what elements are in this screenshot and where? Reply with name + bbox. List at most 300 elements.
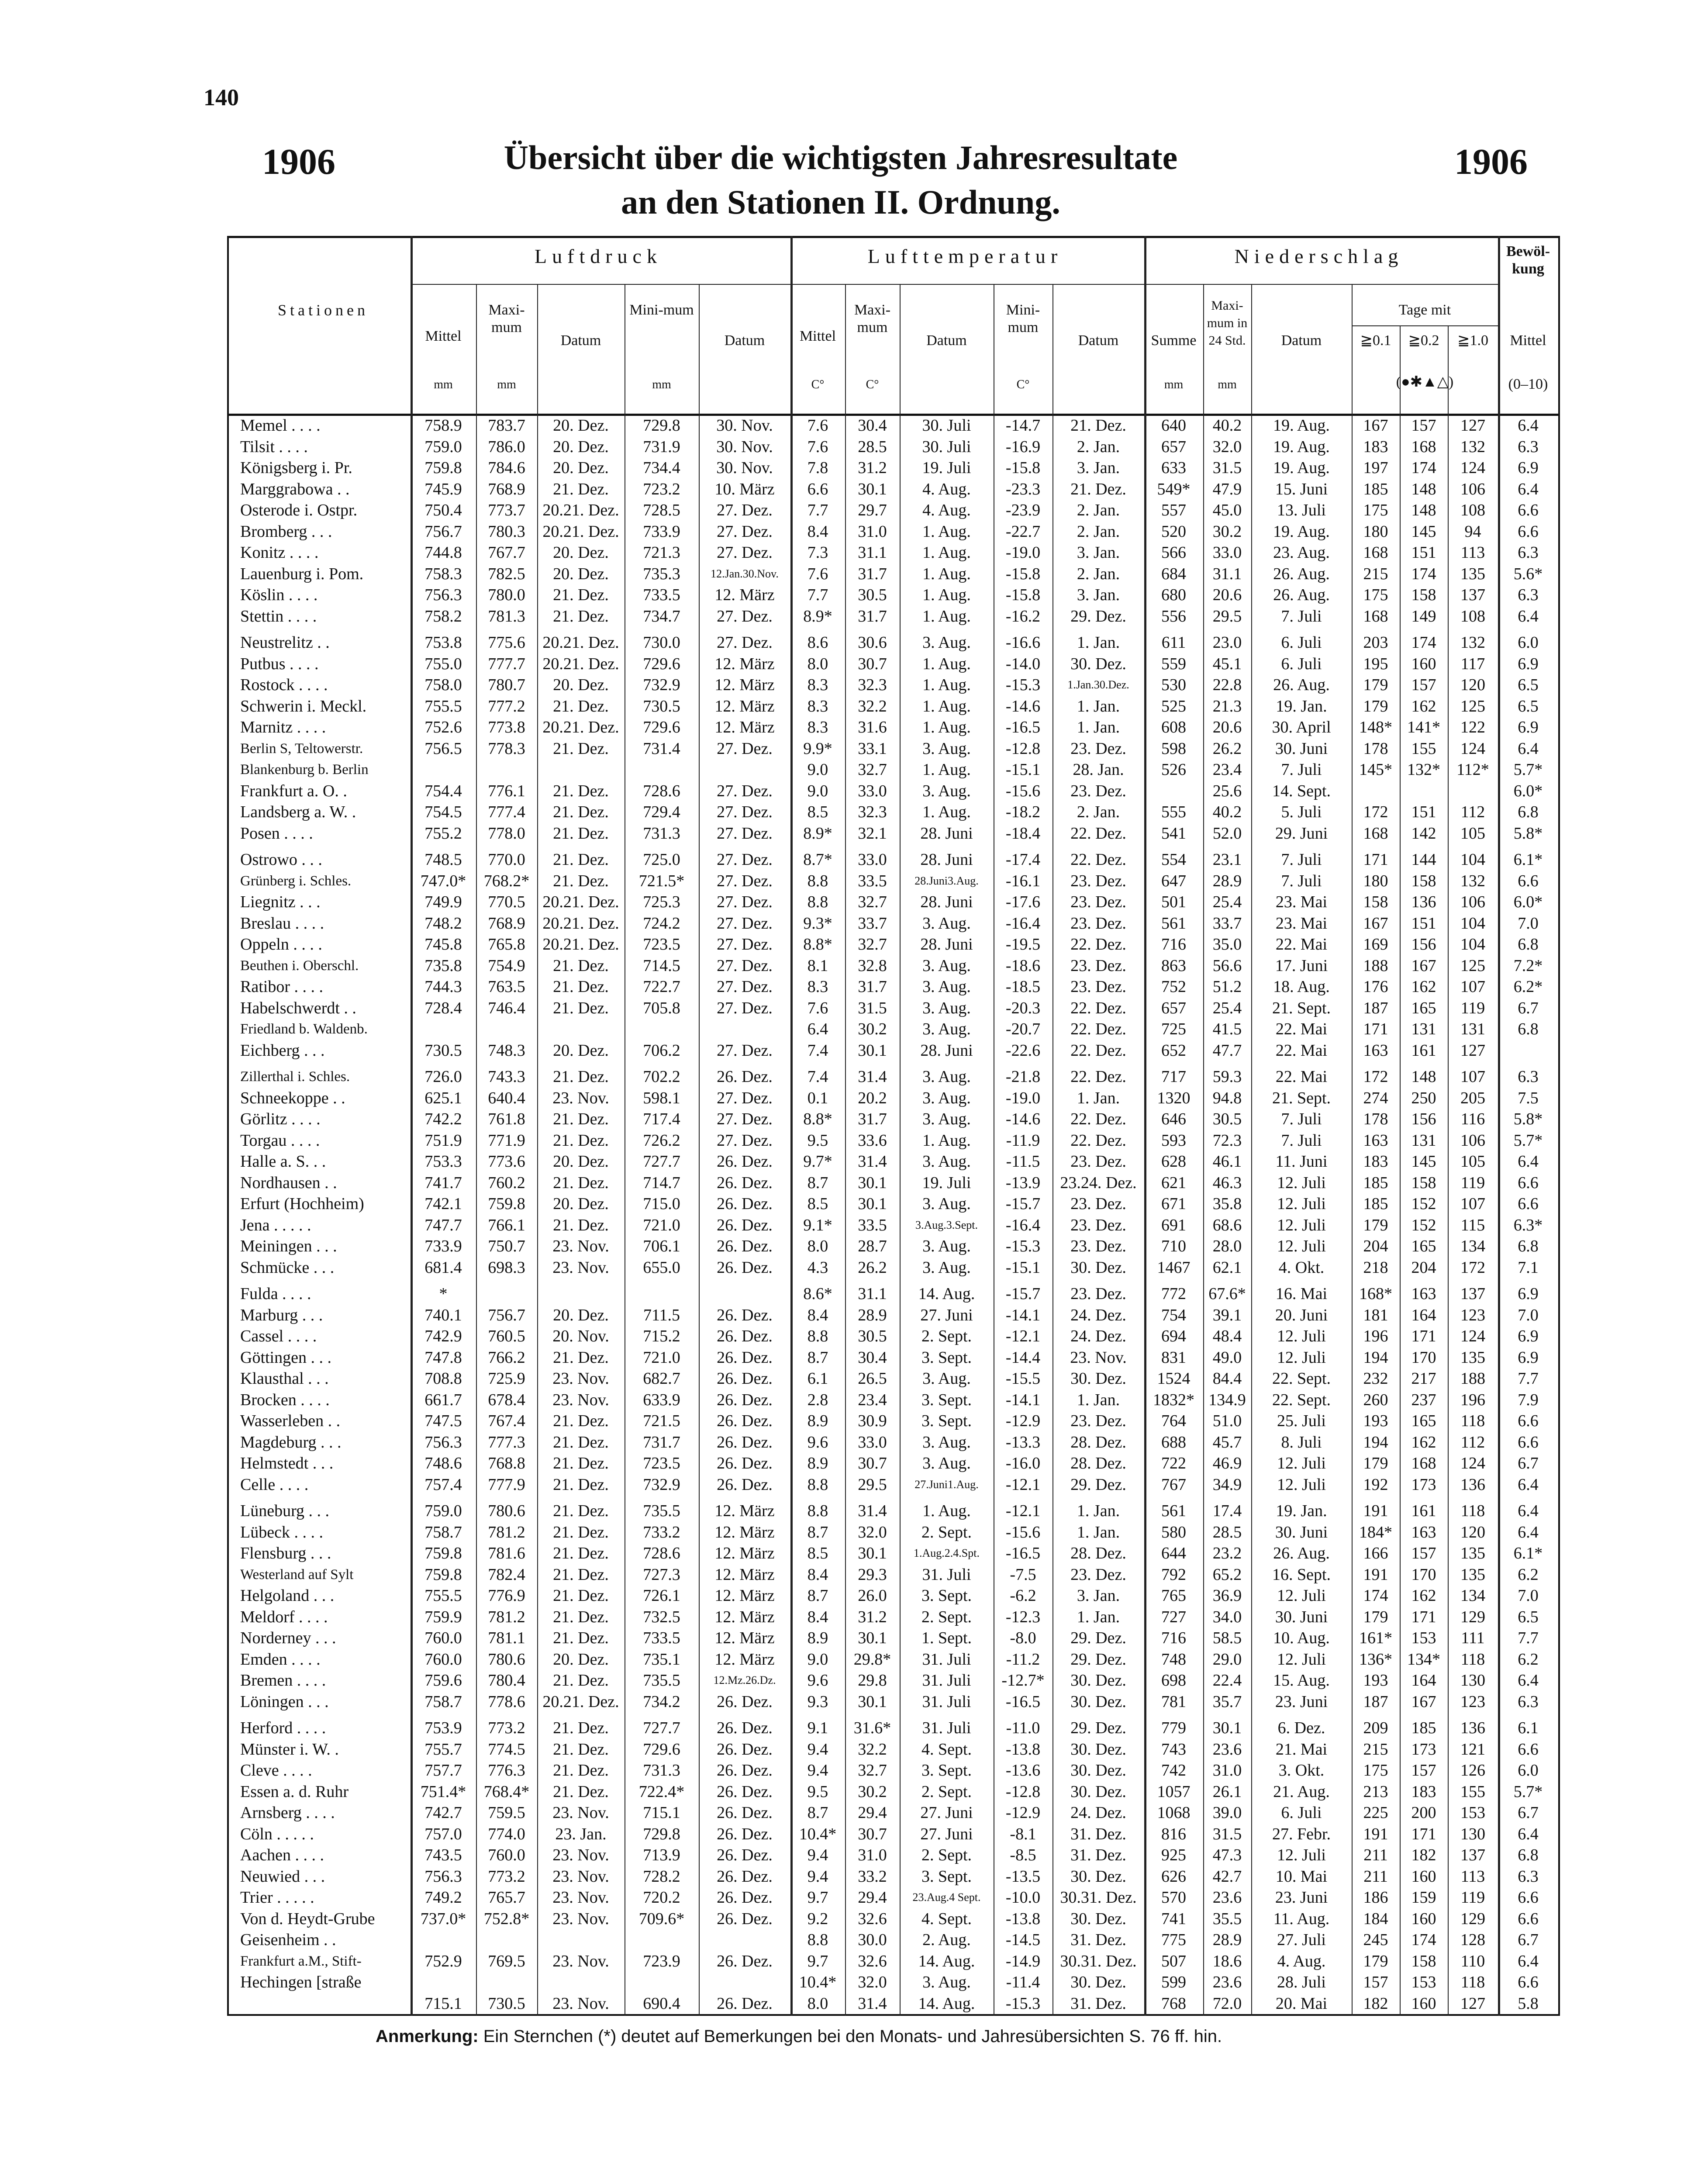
cell-n-tage-01: 187 [1363,999,1388,1017]
cell-t-max: 33.2 [858,1867,887,1886]
cell-t-min-datum: 21. Dez. [1070,416,1126,435]
header-n-datum: Datum [1281,332,1322,349]
header-bew-mittel: Mittel [1510,332,1546,349]
cell-n-summe: 1320 [1157,1089,1191,1107]
cell-n-max24: 45.0 [1212,501,1242,519]
cell-t-mittel: 9.2 [807,1909,828,1928]
cell-t-max: 32.2 [858,1740,887,1759]
cell-ld-max: 768.4* [483,1782,530,1801]
cell-n-max24: 47.3 [1212,1846,1242,1864]
cell-n-datum: 21. Mai [1275,1740,1328,1759]
cell-t-min: -22.7 [1005,522,1041,541]
cell-n-tage-01: 166 [1363,1544,1388,1562]
cell-n-max24: 17.4 [1212,1502,1242,1520]
cell-n-summe: 722 [1161,1454,1186,1472]
cell-station: Emden . . . . [240,1650,321,1669]
cell-n-summe: 716 [1161,1629,1186,1647]
table-row [227,1670,1560,1691]
cell-ld-min: 705.8 [643,999,680,1017]
cell-ld-max-datum: 23. Nov. [552,1909,609,1928]
cell-n-datum: 12. Juli [1277,1348,1326,1367]
cell-t-max-datum: 3. Aug. [922,1237,971,1255]
cell-ld-max: 781.2 [488,1523,525,1541]
cell-t-min: -12.9 [1005,1804,1041,1822]
cell-bew-mittel: 6.0 [1518,633,1539,652]
cell-n-max24: 134.9 [1208,1390,1246,1409]
cell-t-min: -12.1 [1005,1502,1041,1520]
cell-t-max-datum: 3. Aug. [922,999,971,1017]
cell-bew-mittel: 5.7* [1513,1131,1543,1150]
cell-ld-mittel: 752.6 [424,718,462,736]
cell-n-max24: 65.2 [1212,1565,1242,1584]
header-t-min: Mini-mum [1006,302,1040,335]
cell-station: Meiningen . . . [240,1237,337,1255]
cell-bew-mittel: 6.3* [1513,1216,1543,1234]
cell-ld-min-datum: 26. Dez. [717,1306,773,1324]
table-row [227,1151,1560,1172]
table-row [227,1305,1560,1326]
cell-ld-max: 760.0 [488,1846,525,1864]
cell-n-summe: 725 [1161,1020,1186,1038]
cell-t-min: -8.5 [1010,1846,1036,1864]
cell-ld-max: 769.5 [488,1952,525,1970]
cell-n-max24: 22.4 [1212,1671,1242,1690]
cell-station: Herford . . . . [240,1719,326,1737]
cell-ld-min: 720.2 [643,1888,680,1907]
cell-ld-max: 780.3 [488,522,525,541]
cell-n-tage-10: 127 [1460,416,1485,435]
cell-t-max-datum: 30. Juli [922,437,971,456]
cell-n-tage-01: 175 [1363,501,1388,519]
cell-n-tage-02: 159 [1411,1888,1436,1907]
cell-bew-mittel: 6.4 [1518,480,1539,498]
cell-bew-mittel: 6.3 [1518,437,1539,456]
table-row [227,955,1560,977]
cell-n-tage-01: 179 [1363,697,1388,715]
cell-n-tage-10: 112 [1460,1433,1485,1451]
cell-n-tage-01: 213 [1363,1782,1388,1801]
cell-t-min-datum: 22. Dez. [1070,999,1126,1017]
cell-bew-mittel: 6.2* [1513,978,1543,996]
cell-n-tage-10: 106 [1460,1131,1485,1150]
cell-t-min-datum: 22. Dez. [1070,1068,1126,1086]
cell-ld-mittel: 749.9 [424,893,462,911]
cell-t-max: 32.3 [858,676,887,694]
cell-ld-max: 756.7 [488,1306,525,1324]
cell-n-tage-01: 195 [1363,654,1388,673]
cell-n-tage-01: 211 [1363,1846,1388,1864]
cell-n-max24: 18.6 [1212,1952,1242,1970]
cell-bew-mittel: 6.3 [1518,1068,1539,1086]
cell-t-min-datum: 30. Dez. [1070,1782,1126,1801]
table-row [227,871,1560,892]
cell-ld-min: 721.0 [643,1348,680,1367]
cell-t-max: 29.8* [853,1650,891,1669]
cell-station: Breslau . . . . [240,914,324,933]
cell-bew-mittel: 6.8 [1518,803,1539,821]
cell-n-max24: 20.6 [1212,718,1242,736]
cell-n-tage-10: 132 [1460,871,1485,890]
cell-n-summe: 644 [1161,1544,1186,1562]
cell-n-summe: 691 [1161,1216,1186,1234]
cell-ld-min-datum: 12. März [714,586,775,604]
cell-n-tage-10: 132 [1460,437,1485,456]
cell-ld-min: 731.3 [643,1761,680,1780]
cell-station: Blankenburg b. Berlin [240,762,369,778]
cell-t-min: -19.5 [1005,935,1041,954]
cell-ld-min-datum: 30. Nov. [716,459,773,477]
cell-ld-min-datum: 26. Dez. [717,1846,773,1864]
cell-n-max24: 23.6 [1212,1740,1242,1759]
cell-t-min: -14.1 [1005,1306,1041,1324]
cell-t-mittel: 8.1 [807,956,828,975]
cell-n-datum: 19. Jan. [1276,697,1327,715]
cell-ld-min-datum: 12. März [714,654,775,673]
cell-t-mittel: 8.8 [807,893,828,911]
cell-station: Oppeln . . . . [240,935,322,954]
cell-n-max24: 45.1 [1212,654,1242,673]
cell-n-tage-10: 123 [1460,1306,1485,1324]
cell-t-max-datum: 3. Aug. [922,1454,971,1472]
cell-ld-max: 777.7 [488,654,525,673]
cell-ld-max-datum: 21. Dez. [553,1782,609,1801]
cell-ld-max-datum: 21. Dez. [553,1607,609,1626]
cell-t-min: -12.1 [1005,1327,1041,1345]
table-row [227,1543,1560,1564]
cell-ld-min: 721.5 [643,1412,680,1430]
cell-t-max: 28.5 [858,437,887,456]
cell-n-max24: 47.9 [1212,480,1242,498]
cell-t-max-datum: 4. Aug. [922,501,971,519]
cell-ld-max: 760.5 [488,1327,525,1345]
cell-n-datum: 22. Mai [1275,935,1328,954]
cell-t-mittel: 7.6 [807,416,828,435]
cell-t-min-datum: 23. Dez. [1070,1152,1126,1171]
cell-ld-min-datum: 26. Dez. [717,1740,773,1759]
cell-n-max24: 84.4 [1212,1369,1242,1388]
header-luftdruck: Luftdruck [535,245,662,267]
table-row [227,415,1560,436]
cell-ld-max: 783.7 [488,416,525,435]
cell-n-tage-10: 104 [1460,935,1485,954]
cell-ld-max-datum: 21. Dez. [553,978,609,996]
cell-ld-mittel: 758.2 [424,607,462,625]
cell-n-tage-10: 111 [1461,1629,1485,1647]
cell-t-mittel: 8.0 [807,654,828,673]
cell-t-mittel: 8.3 [807,718,828,736]
cell-n-tage-10: 127 [1460,1994,1485,2013]
cell-n-max24: 31.5 [1212,459,1242,477]
cell-t-mittel: 9.1 [807,1719,828,1737]
cell-t-max-datum: 28. Juni [920,935,973,954]
cell-n-summe: 684 [1161,564,1186,583]
cell-t-max: 30.5 [858,586,887,604]
cell-n-tage-10: 112 [1460,803,1485,821]
table-row [227,521,1560,543]
table-row [227,1781,1560,1803]
cell-t-max-datum: 1. Aug. [922,654,971,673]
cell-t-min-datum: 1. Jan. [1077,1502,1120,1520]
cell-ld-min: 702.2 [643,1068,680,1086]
cell-t-max-datum: 4. Sept. [921,1740,972,1759]
cell-t-max-datum: 28.Juni3.Aug. [914,874,979,887]
table-row [227,1389,1560,1411]
cell-n-datum: 29. Juni [1275,824,1328,843]
cell-n-tage-01: 215 [1363,1740,1388,1759]
cell-t-max-datum: 2. Sept. [921,1607,972,1626]
cell-bew-mittel: 6.0 [1518,1761,1539,1780]
cell-n-max24: 48.4 [1212,1327,1242,1345]
cell-ld-min-datum: 10. März [714,480,775,498]
table-row [227,823,1560,844]
cell-n-summe: 647 [1161,871,1186,890]
cell-ld-mittel: 728.4 [424,999,462,1017]
cell-bew-mittel: 6.0* [1513,893,1543,911]
cell-t-mittel: 8.5 [807,1195,828,1213]
cell-ld-min-datum: 26. Dez. [717,1327,773,1345]
cell-t-min: -15.8 [1005,459,1041,477]
cell-t-min: -8.0 [1010,1629,1036,1647]
cell-station: Erfurt (Hochheim) [240,1195,364,1213]
cell-n-tage-02: 173 [1411,1475,1436,1494]
cell-n-summe: 555 [1161,803,1186,821]
cell-t-min-datum: 29. Dez. [1070,607,1126,625]
cell-bew-mittel: 7.5 [1518,1089,1539,1107]
cell-ld-mittel: 754.4 [424,781,462,800]
table-row [227,1585,1560,1607]
cell-station: Norderney . . . [240,1629,336,1647]
cell-t-min-datum: 24. Dez. [1070,1804,1126,1822]
cell-t-max: 31.7 [858,564,887,583]
cell-t-max: 30.2 [858,1782,887,1801]
cell-ld-max-datum: 20.21. Dez. [542,654,619,673]
cell-ld-max: 778.0 [488,824,525,843]
cell-ld-min: 734.7 [643,607,680,625]
table-row [227,500,1560,521]
cell-ld-max-datum: 21. Dez. [553,1629,609,1647]
cell-n-tage-01: 145* [1359,760,1392,779]
cell-n-tage-10: 110 [1460,1952,1485,1970]
cell-n-tage-02: 132* [1407,760,1440,779]
cell-n-tage-02: 174 [1411,633,1436,652]
cell-ld-min: 733.5 [643,1629,680,1647]
cell-n-max24: 94.8 [1212,1089,1242,1107]
cell-ld-min: 598.1 [643,1089,680,1107]
cell-n-datum: 7. Juli [1281,871,1322,890]
cell-ld-mittel: 756.3 [424,586,462,604]
table-row [227,653,1560,675]
cell-n-tage-10: 132 [1460,633,1485,652]
cell-n-tage-02: 162 [1411,697,1436,715]
cell-t-max-datum: 3. Aug. [922,1973,971,1991]
cell-n-tage-01: 157 [1363,1973,1388,1991]
cell-ld-max-datum: 23. Nov. [552,1369,609,1388]
cell-ld-max: 743.3 [488,1068,525,1086]
cell-ld-max-datum: 20. Dez. [553,543,609,562]
header-bewolkung: Bewöl-kung [1506,243,1550,277]
cell-n-max24: 25.6 [1212,781,1242,800]
cell-ld-mittel: 753.9 [424,1719,462,1737]
cell-ld-max-datum: 20.21. Dez. [542,633,619,652]
cell-n-summe: 863 [1161,956,1186,975]
cell-bew-mittel: 6.1* [1513,1544,1543,1562]
cell-n-tage-02: 153 [1411,1629,1436,1647]
cell-ld-mittel: 742.2 [424,1110,462,1128]
cell-ld-min-datum: 26. Dez. [717,1952,773,1970]
table-row [227,1972,1560,1993]
cell-n-max24: 72.0 [1212,1994,1242,2013]
cell-n-summe: 698 [1161,1671,1186,1690]
cell-t-max-datum: 31. Juli [922,1692,971,1711]
cell-bew-mittel: 6.4 [1518,1952,1539,1970]
cell-ld-max-datum: 23. Nov. [552,1952,609,1970]
cell-station: Tilsit . . . . [240,437,308,456]
cell-n-tage-10: 135 [1460,1565,1485,1584]
cell-ld-max: 776.3 [488,1761,525,1780]
cell-ld-max: 782.4 [488,1565,525,1584]
header-t-min-datum: Datum [1078,332,1119,349]
cell-ld-mittel: 730.5 [424,1041,462,1060]
cell-t-max-datum: 1. Aug. [922,522,971,541]
cell-n-tage-02: 158 [1411,1952,1436,1970]
cell-t-mittel: 7.8 [807,459,828,477]
cell-t-mittel: 9.7 [807,1888,828,1907]
cell-n-max24: 52.0 [1212,824,1242,843]
cell-ld-mittel: 744.3 [424,978,462,996]
cell-t-min: -16.6 [1005,633,1041,652]
cell-ld-max: 780.6 [488,1502,525,1520]
cell-n-tage-01: 192 [1363,1475,1388,1494]
cell-t-min-datum: 31. Dez. [1070,1931,1126,1949]
table-row [227,913,1560,934]
cell-n-max24: 28.5 [1212,1523,1242,1541]
cell-ld-mittel: 745.9 [424,480,462,498]
header-t-max: Maxi-mum [854,302,891,335]
cell-station: Rostock . . . . [240,676,328,694]
cell-t-max: 32.2 [858,697,887,715]
cell-t-min-datum: 30. Dez. [1070,1867,1126,1886]
cell-station: Celle . . . . [240,1475,309,1494]
cell-n-tage-02: 173 [1411,1740,1436,1759]
cell-t-min-datum: 1. Jan. [1077,697,1120,715]
cell-n-summe: 501 [1161,893,1186,911]
table-row [227,998,1560,1019]
cell-bew-mittel: 6.4 [1518,1671,1539,1690]
table-row [227,1130,1560,1151]
cell-station: Beuthen i. Oberschl. [240,957,359,974]
cell-t-min-datum: 30. Dez. [1070,654,1126,673]
cell-n-datum: 10. Mai [1275,1867,1328,1886]
cell-ld-min: 727.7 [643,1719,680,1737]
cell-t-mittel: 8.7 [807,1173,828,1192]
cell-ld-mittel: 754.5 [424,803,462,821]
cell-n-datum: 12. Juli [1277,1650,1326,1669]
cell-ld-mittel: 759.0 [424,437,462,456]
cell-t-max: 31.7 [858,1110,887,1128]
cell-n-datum: 30. Juni [1275,1607,1328,1626]
cell-n-datum: 12. Juli [1277,1195,1326,1213]
cell-t-max-datum: 1. Aug. [922,803,971,821]
cell-n-datum: 28. Juli [1277,1973,1326,1991]
cell-n-tage-10: 137 [1460,1846,1485,1864]
cell-n-tage-01: 175 [1363,1761,1388,1780]
cell-n-tage-02: 157 [1411,676,1436,694]
cell-bew-mittel: 6.4 [1518,1523,1539,1541]
cell-ld-mittel: 747.7 [424,1216,462,1234]
table-row [227,738,1560,760]
cell-n-max24: 32.0 [1212,437,1242,456]
cell-n-summe: 741 [1161,1909,1186,1928]
cell-ld-min: 732.5 [643,1607,680,1626]
cell-t-max: 29.7 [858,501,887,519]
cell-n-datum: 7. Juli [1281,1110,1322,1128]
cell-ld-min: 732.9 [643,676,680,694]
cell-n-datum: 14. Sept. [1272,781,1331,800]
cell-ld-max: 725.9 [488,1369,525,1388]
cell-n-tage-02: 164 [1411,1671,1436,1690]
cell-n-max24: 62.1 [1212,1258,1242,1277]
cell-n-max24: 51.2 [1212,978,1242,996]
cell-ld-mittel: 760.0 [424,1629,462,1647]
cell-ld-min: 713.9 [643,1846,680,1864]
cell-n-tage-10: 135 [1460,1544,1485,1562]
cell-ld-max: 768.9 [488,480,525,498]
cell-ld-max: 775.6 [488,633,525,652]
cell-ld-min-datum: 26. Dez. [717,1692,773,1711]
cell-ld-min: 723.2 [643,480,680,498]
cell-n-tage-02: 131 [1411,1020,1436,1038]
cell-bew-mittel: 6.6 [1518,1173,1539,1192]
cell-n-tage-10: 94 [1464,522,1481,541]
cell-station: Marburg . . . [240,1306,323,1324]
cell-n-max24: 21.3 [1212,697,1242,715]
cell-t-max-datum: 3. Aug. [922,1433,971,1451]
cell-ld-min: 714.5 [643,956,680,975]
cell-t-min-datum: 22. Dez. [1070,1020,1126,1038]
cell-t-max-datum: 3. Sept. [921,1867,972,1886]
cell-n-tage-01: 178 [1363,1110,1388,1128]
cell-t-min-datum: 22. Dez. [1070,1110,1126,1128]
cell-t-min: -11.9 [1006,1131,1040,1150]
cell-n-max24: 23.2 [1212,1544,1242,1562]
cell-ld-min: 730.0 [643,633,680,652]
cell-n-datum: 26. Aug. [1273,564,1330,583]
cell-n-tage-10: 124 [1460,739,1485,758]
cell-ld-min: 729.6 [643,718,680,736]
cell-t-max-datum: 1. Aug. [922,676,971,694]
cell-t-max: 30.1 [858,1629,887,1647]
cell-n-tage-01: 191 [1363,1502,1388,1520]
cell-n-tage-10: 127 [1460,1041,1485,1060]
cell-t-mittel: 4.3 [807,1258,828,1277]
cell-ld-max: 763.5 [488,978,525,996]
cell-ld-min: 728.5 [643,501,680,519]
cell-n-tage-01: 168 [1363,824,1388,843]
cell-n-tage-02: 156 [1411,1110,1436,1128]
cell-t-max-datum: 3. Aug. [922,633,971,652]
cell-ld-max-datum: 20. Dez. [553,676,609,694]
cell-ld-max: 777.4 [488,803,525,821]
cell-t-max: 26.2 [858,1258,887,1277]
cell-t-min: -18.5 [1005,978,1041,996]
cell-ld-min: 721.3 [643,543,680,562]
cell-n-summe: 743 [1161,1740,1186,1759]
cell-n-tage-01: 185 [1363,1173,1388,1192]
cell-t-max: 30.4 [858,416,887,435]
cell-t-max-datum: 3. Aug. [922,781,971,800]
cell-n-tage-01: 191 [1363,1825,1388,1843]
cell-t-mittel: 8.7 [807,1523,828,1541]
